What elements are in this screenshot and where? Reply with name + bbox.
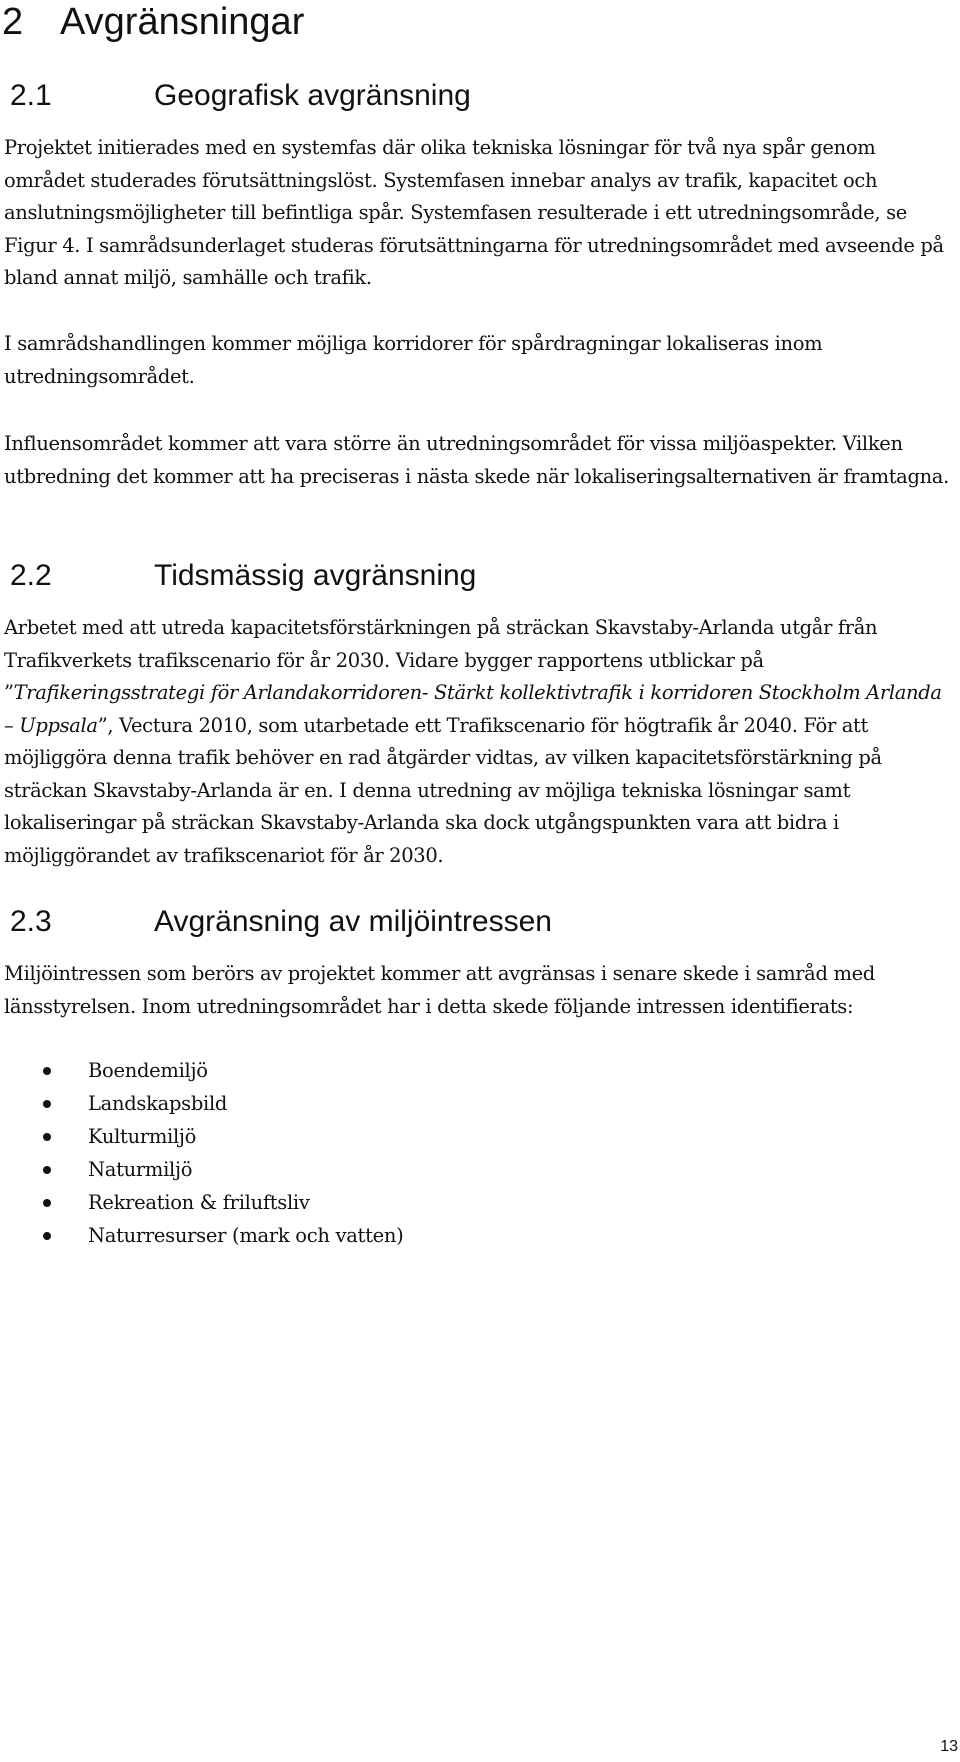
bullet-icon [43,1100,51,1108]
list-item-text: Rekreation & friluftsliv [88,1191,310,1214]
list-item [0,1219,403,1252]
list-item [0,1054,403,1087]
bullet-icon [43,1232,51,1240]
list-item-text: Kulturmiljö [88,1125,197,1148]
list-item [0,1186,403,1219]
list-item-text: Naturresurser (mark och vatten) [88,1224,404,1247]
paragraph-text-start: Arbetet med att utreda kapacitetsförstärkningen på sträckan Skavstaby-Arlanda utgår från Trafikverkets trafikscenario för år 2030. Vidare bygger rapportens utblickar på ” [4,616,878,704]
list-item [0,1087,403,1120]
list-item-text: Boendemiljö [88,1059,208,1082]
chapter-heading [2,0,304,44]
paragraph-environment: Miljöintressen som berörs av projektet kommer att avgränsas i senare skede i samråd med länsstyrelsen. Inom utredningsområdet har i detta skede följande intressen identifierats: [4,962,875,1018]
list-item [0,1153,403,1186]
environment-interest-list [0,1054,403,1252]
list-item-text: Naturmiljö [88,1158,193,1181]
report-title-italic: Trafikeringsstrategi för Arlandakorridoren- Stärkt kollektivtrafik i korridoren Stockholm Arlanda – Uppsala [4,681,942,737]
paragraph-geographic-3: Influensområdet kommer att vara större än utredningsområdet för vissa miljöaspekter. Vilken utbredning det kommer att ha preciseras i nästa skede när lokaliseringsalternativen är framtagna. [4,432,949,488]
paragraph-text-end: ”, Vectura 2010, som utarbetade ett Trafikscenario för högtrafik år 2040. För att möjliggöra denna trafik behöver en rad åtgärder vidtas, av vilken kapacitetsförstärkning på sträckan Skavstaby-Arlanda är en. I denna utredning av möjliga tekniska lösningar samt lokaliseringar på sträckan Skavstaby-Arlanda ska dock utgångspunkten vara att bidra i möjliggörandet av trafikscenariot för år 2030. [4,713,882,867]
bullet-icon [43,1133,51,1141]
chapter-title: Avgränsningar [60,1,305,43]
list-item [0,1120,403,1153]
section-title: Avgränsning av miljöintressen [154,905,552,938]
section-title: Tidsmässig avgränsning [154,559,477,592]
paragraph-temporal [4,612,952,872]
section-number: 2.3 [10,905,52,938]
bullet-icon [43,1199,51,1207]
paragraph-geographic-2: I samrådshandlingen kommer möjliga korridorer för spårdragningar lokaliseras inom utredningsområdet. [4,332,823,388]
bullet-icon [43,1166,51,1174]
section-heading-2-3 [10,904,552,940]
paragraph-geographic-1: Projektet initierades med en systemfas där olika tekniska lösningar för två nya spår genom området studerades förutsättningslöst. Systemfasen innebar analys av trafik, kapacitet och anslutningsmöjligheter till befintliga spår. Systemfasen resulterade i ett utredningsområde, se Figur 4. I samrådsunderlaget studeras förutsättningarna för utredningsområdet med avseende på bland annat miljö, samhälle och trafik. [4,136,944,289]
section-heading-2-2 [10,558,476,594]
section-number: 2.2 [10,559,52,592]
section-title: Geografisk avgränsning [154,79,471,112]
page-number: 13 [940,1738,958,1755]
bullet-icon [43,1067,51,1075]
chapter-number: 2 [2,1,24,43]
section-number: 2.1 [10,79,52,112]
list-item-text: Landskapsbild [88,1092,228,1115]
section-heading-2-1 [10,78,471,114]
